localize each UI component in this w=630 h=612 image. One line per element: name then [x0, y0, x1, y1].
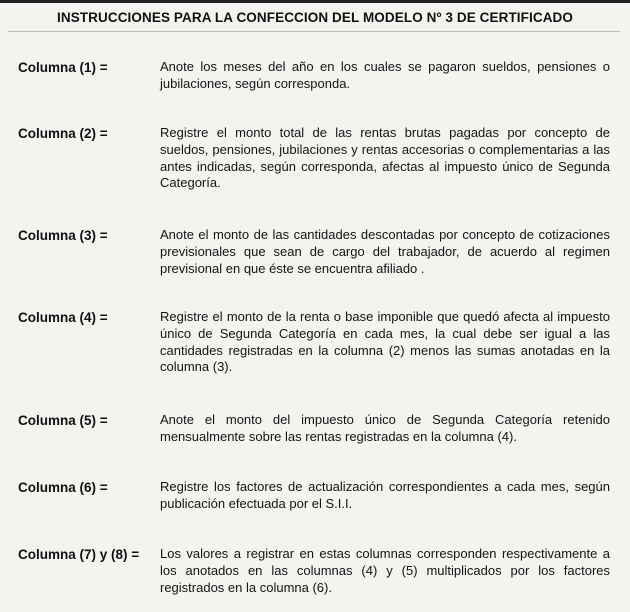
- entry-description: Registre el monto de la renta o base imponible que quedó afecta al impuesto único de Segunda Categoría en cada mes, la cual debe ser igual a las cantidades registradas en la columna (2) menos las sumas anotadas en la columna (3).: [160, 309, 610, 375]
- entry-description: Anote los meses del año en los cuales se pagaron sueldos, pensiones o jubilaciones, según corresponda.: [160, 59, 610, 91]
- entry-label: Columna (5) =: [18, 413, 108, 428]
- document-title: INSTRUCCIONES PARA LA CONFECCION DEL MODELO Nº 3 DE CERTIFICADO: [57, 10, 573, 25]
- entry-label: Columna (1) =: [18, 60, 108, 75]
- title-underline: [8, 31, 620, 32]
- entry-description: Registre el monto total de las rentas brutas pagadas por concepto de sueldos, pensiones, jubilaciones y rentas accesorias o complementarias a las antes indicadas, según corresponda, afectas al impuesto único de Segunda Categoría.: [160, 125, 610, 191]
- entry-label: Columna (4) =: [18, 310, 108, 325]
- entry-description: Los valores a registrar en estas columnas corresponden respectivamente a los anotados en las columnas (4) y (5) multiplicados por los factores registrados en la columna (6).: [160, 546, 610, 595]
- entry-label: Columna (6) =: [18, 480, 108, 495]
- entry-description: Registre los factores de actualización correspondientes a cada mes, según publicación efectuada por el S.I.I.: [160, 479, 610, 511]
- entry-label: Columna (3) =: [18, 228, 108, 243]
- entry-label: Columna (2) =: [18, 126, 108, 141]
- entry-description: Anote el monto de las cantidades descontadas por concepto de cotizaciones previsionales que sean de cargo del trabajador, de acuerdo al regimen previsional en que éste se encuentra afiliado .: [160, 227, 610, 276]
- entry-description: Anote el monto del impuesto único de Segunda Categoría retenido mensualmente sobre las rentas registradas en la columna (4).: [160, 412, 610, 444]
- top-border-rule: [0, 0, 630, 3]
- entry-label: Columna (7) y (8) =: [18, 547, 140, 562]
